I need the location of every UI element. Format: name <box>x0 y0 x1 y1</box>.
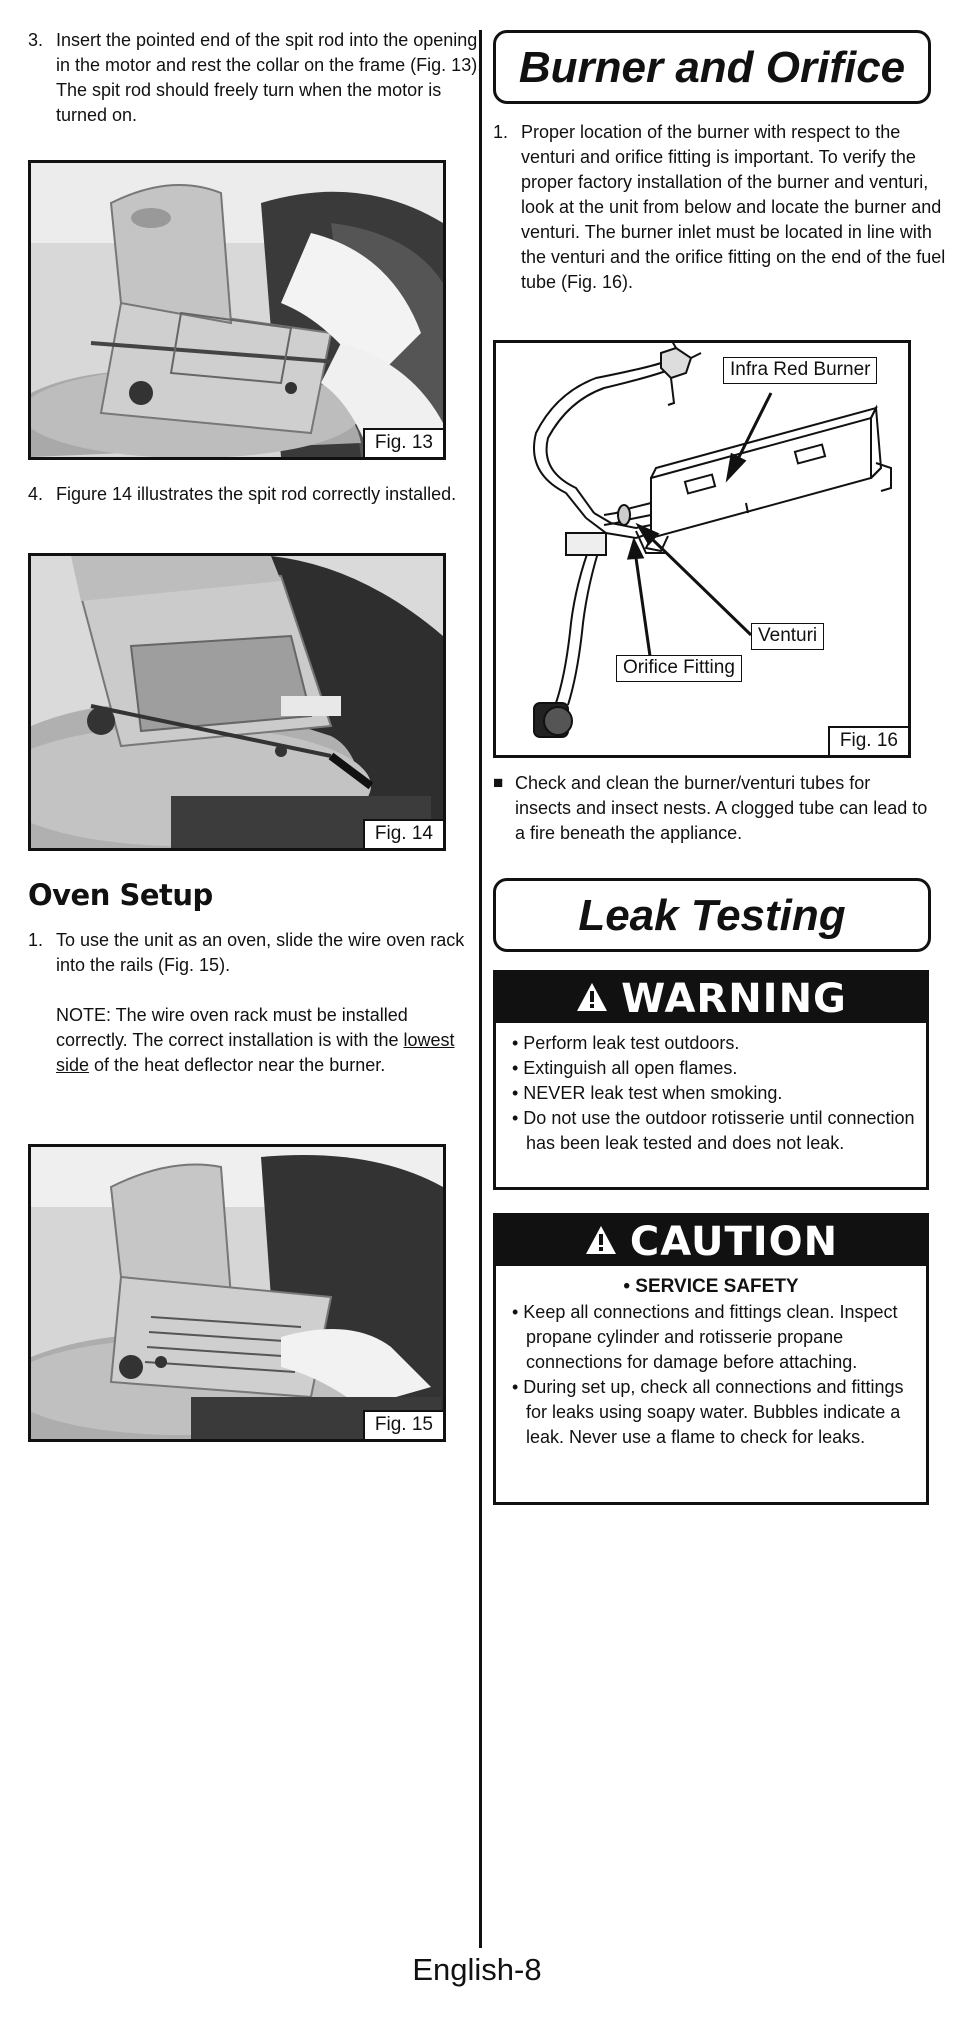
oven-setup-heading: Oven Setup <box>28 878 213 912</box>
warning-triangle-icon <box>575 981 609 1013</box>
oven-step-1-text: To use the unit as an oven, slide the wire oven rack into the rails (Fig. 15). <box>56 930 465 975</box>
caution-subtitle: • SERVICE SAFETY <box>623 1276 799 1297</box>
page-footer: English-8 <box>412 1952 542 1987</box>
caution-header <box>496 1216 926 1266</box>
burner-orifice-heading: Burner and Orifice <box>493 30 931 104</box>
check-clean-note <box>493 771 929 846</box>
step-4 <box>28 482 486 507</box>
fig-14-label: Fig. 14 <box>363 819 443 848</box>
warning-title: WARNING <box>621 976 847 1022</box>
burner-step-1-number: 1. <box>493 122 509 142</box>
warning-item: • Do not use the outdoor rotisserie until connection has been leak tested and does not leak. <box>512 1108 915 1153</box>
warning-header <box>496 973 926 1023</box>
square-bullet-icon: ■ <box>493 773 504 792</box>
fig-13-photo <box>28 160 446 460</box>
burner-step-1 <box>493 120 954 295</box>
caution-item: • Keep all connections and fittings clean. Inspect propane cylinder and rotisserie propane connections for damage before attaching. <box>512 1302 898 1372</box>
step-3-text: Insert the pointed end of the spit rod into the opening in the motor and rest the collar on the frame (Fig. 13). The spit rod should freely turn when the motor is turned on. <box>56 30 483 125</box>
oven-note-after: of the heat deflector near the burner. <box>89 1055 386 1075</box>
warning-item: • Extinguish all open flames. <box>512 1058 738 1078</box>
oven-note-underlined: lowest side <box>56 1030 455 1075</box>
callout-orifice-fitting: Orifice Fitting <box>616 655 742 682</box>
caution-item: • During set up, check all connections and fittings for leaks using soapy water. Bubbles indicate a leak. Never use a flame to check for leaks. <box>512 1377 904 1447</box>
oven-step-1 <box>28 928 486 978</box>
oven-note-before: NOTE: The wire oven rack must be installed correctly. The correct installation is with the <box>56 1005 408 1050</box>
fig-13-label: Fig. 13 <box>363 428 443 457</box>
warning-triangle-icon <box>584 1224 618 1256</box>
step-4-text: Figure 14 illustrates the spit rod correctly installed. <box>56 484 457 504</box>
warning-list <box>496 1023 926 1156</box>
rotisserie-photo-illustration <box>31 1147 443 1439</box>
caution-box <box>493 1213 929 1505</box>
oven-step-1-number: 1. <box>28 930 44 950</box>
fig-15-label: Fig. 15 <box>363 1410 443 1439</box>
callout-venturi: Venturi <box>751 623 824 650</box>
fig-15-photo <box>28 1144 446 1442</box>
column-divider <box>479 30 482 1948</box>
leak-testing-heading: Leak Testing <box>493 878 931 952</box>
step-3-number: 3. <box>28 30 44 50</box>
caution-title: CAUTION <box>629 1219 839 1265</box>
warning-box <box>493 970 929 1190</box>
step-4-number: 4. <box>28 484 44 504</box>
check-clean-text: Check and clean the burner/venturi tubes for insects and insect nests. A clogged tube can lead to a fire beneath the appliance. <box>515 773 928 843</box>
burner-venturi-diagram <box>496 343 908 755</box>
callout-infra-red-burner: Infra Red Burner <box>723 357 877 384</box>
warning-item: • Perform leak test outdoors. <box>512 1033 740 1053</box>
rotisserie-photo-illustration <box>31 163 443 457</box>
step-3 <box>28 28 486 128</box>
burner-step-1-text: Proper location of the burner with respect to the venturi and orifice fitting is important. To verify the proper factory installation of the burner and venturi, look at the unit from below and locate the burner and venturi. The burner inlet must be located in line with the venturi and the orifice fitting on the end of the fuel tube (Fig. 16). <box>521 122 946 292</box>
fig-16-diagram <box>493 340 911 758</box>
oven-note <box>56 1003 458 1078</box>
rotisserie-photo-illustration <box>31 556 443 848</box>
fig-16-label: Fig. 16 <box>828 726 908 755</box>
warning-item: • NEVER leak test when smoking. <box>512 1083 783 1103</box>
caution-list <box>496 1298 926 1450</box>
fig-14-photo <box>28 553 446 851</box>
